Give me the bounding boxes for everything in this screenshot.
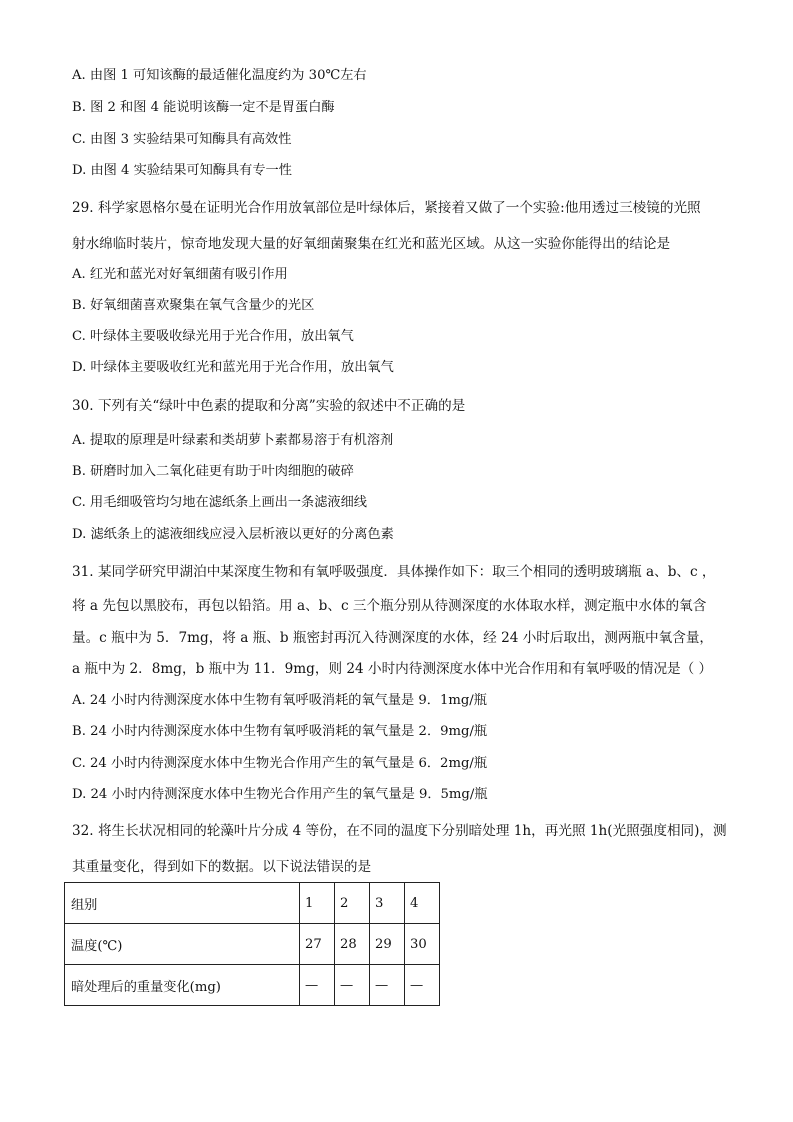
q28-option-c: C. 由图 3 实验结果可知酶具有高效性 xyxy=(72,132,292,147)
table-cell: 1 xyxy=(300,883,335,924)
q31-option-b: B. 24 小时内待测深度水体中生物有氧呼吸消耗的氧气量是 2．9mg/瓶 xyxy=(72,724,488,739)
q31-option-a: A. 24 小时内待测深度水体中生物有氧呼吸消耗的氧气量是 9．1mg/瓶 xyxy=(72,693,487,708)
table-row xyxy=(65,924,440,965)
q28-option-d: D. 由图 4 实验结果可知酶具有专一性 xyxy=(72,163,292,178)
q29-option-a: A. 红光和蓝光对好氧细菌有吸引作用 xyxy=(72,267,288,282)
table-cell: 30 xyxy=(405,924,440,965)
table-cell: 29 xyxy=(370,924,405,965)
q29-stem-line-1: 29. 科学家恩格尔曼在证明光合作用放氧部位是叶绿体后，紧接着又做了一个实验:他用透过三棱镜的光照 xyxy=(72,200,701,216)
q31-stem-line-4: a 瓶中为 2．8mg，b 瓶中为 11．9mg，则 24 小时内待测深度水体中光合作用和有氧呼吸的情况是（ ） xyxy=(72,661,713,677)
table-cell: — xyxy=(370,965,405,1006)
table-row xyxy=(65,965,440,1006)
table-cell: — xyxy=(335,965,370,1006)
q29-option-b: B. 好氧细菌喜欢聚集在氧气含量少的光区 xyxy=(72,298,315,313)
q32-data-table xyxy=(64,882,440,1006)
table-cell: — xyxy=(405,965,440,1006)
row-label-dark-weight-change: 暗处理后的重量变化(mg) xyxy=(65,965,300,1006)
table-cell: 28 xyxy=(335,924,370,965)
q31-option-d: D. 24 小时内待测深度水体中生物光合作用产生的氧气量是 9．5mg/瓶 xyxy=(72,787,488,802)
q30-option-d: D. 滤纸条上的滤液细线应浸入层析液以更好的分离色素 xyxy=(72,527,394,542)
table-cell: 27 xyxy=(300,924,335,965)
q29-stem-line-2: 射水绵临时装片，惊奇地发现大量的好氧细菌聚集在红光和蓝光区域。从这一实验你能得出的结论是 xyxy=(72,236,671,252)
row-label-group: 组别 xyxy=(65,883,300,924)
q32-stem-line-2: 其重量变化，得到如下的数据。以下说法错误的是 xyxy=(72,859,372,875)
q31-option-c: C. 24 小时内待测深度水体中生物光合作用产生的氧气量是 6．2mg/瓶 xyxy=(72,756,488,771)
q31-stem-line-1: 31. 某同学研究甲湖泊中某深度生物和有氧呼吸强度．具体操作如下：取三个相同的透明玻璃瓶 a、b、c ， xyxy=(72,564,716,580)
q31-stem-line-3: 量。c 瓶中为 5．7mg，将 a 瓶、b 瓶密封再沉入待测深度的水体，经 24 小时后取出，测两瓶中氧含量， xyxy=(72,630,714,646)
q28-option-b: B. 图 2 和图 4 能说明该酶一定不是胃蛋白酶 xyxy=(72,100,335,115)
table-cell: 2 xyxy=(335,883,370,924)
table-row xyxy=(65,883,440,924)
q28-option-a: A. 由图 1 可知该酶的最适催化温度约为 30℃左右 xyxy=(72,68,367,83)
table-cell: 3 xyxy=(370,883,405,924)
q29-option-c: C. 叶绿体主要吸收绿光用于光合作用，放出氧气 xyxy=(72,329,354,344)
q32-stem-line-1: 32. 将生长状况相同的轮藻叶片分成 4 等份，在不同的温度下分别暗处理 1h，再光照 1h(光照强度相同)，测 xyxy=(72,823,727,839)
row-label-temperature: 温度(℃) xyxy=(65,924,300,965)
q30-option-c: C. 用毛细吸管均匀地在滤纸条上画出一条滤液细线 xyxy=(72,495,367,510)
q29-option-d: D. 叶绿体主要吸收红光和蓝光用于光合作用，放出氧气 xyxy=(72,360,394,375)
table-cell: 4 xyxy=(405,883,440,924)
q30-stem-line-1: 30. 下列有关“绿叶中色素的提取和分离”实验的叙述中不正确的是 xyxy=(72,398,466,414)
table-cell: — xyxy=(300,965,335,1006)
q31-stem-line-2: 将 a 先包以黑胶布，再包以铅箔。用 a、b、c 三个瓶分别从待测深度的水体取水样，测定瓶中水体的氧含 xyxy=(72,598,707,614)
q30-option-a: A. 提取的原理是叶绿素和类胡萝卜素都易溶于有机溶剂 xyxy=(72,433,394,448)
q30-option-b: B. 研磨时加入二氧化硅更有助于叶肉细胞的破碎 xyxy=(72,464,354,479)
